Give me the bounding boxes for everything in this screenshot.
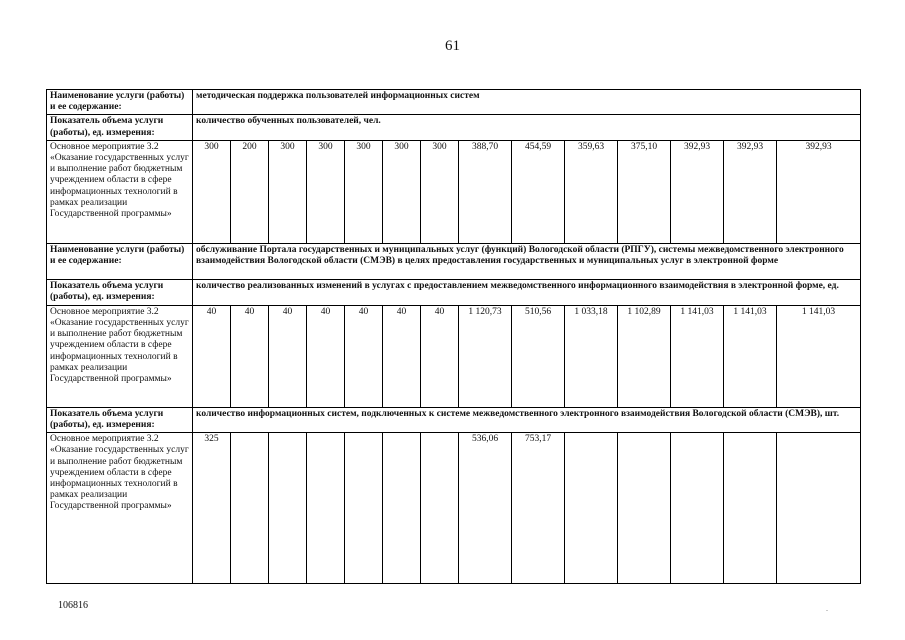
- indicator-row: [47, 115, 861, 140]
- value-cell: 40: [345, 305, 383, 407]
- value-cell: [618, 433, 671, 584]
- value-cell: [421, 433, 459, 584]
- value-cell: 375,10: [618, 140, 671, 243]
- indicator-label: Показатель объема услуги (работы), ед. измерения:: [47, 115, 193, 140]
- indicator-value: количество реализованных изменений в услугах с предоставлением межведомственного информационного взаимодействия в электронной форме, ед.: [193, 279, 861, 305]
- document-code: 106816: [58, 600, 88, 611]
- value-cell: 300: [269, 140, 307, 243]
- value-cell: [724, 433, 777, 584]
- service-row: [47, 90, 861, 115]
- value-cell: [345, 433, 383, 584]
- value-cell: 300: [307, 140, 345, 243]
- value-cell: [777, 433, 861, 584]
- value-cell: [671, 433, 724, 584]
- value-cell: 359,63: [565, 140, 618, 243]
- value-cell: 40: [383, 305, 421, 407]
- value-cell: [269, 433, 307, 584]
- service-name-value: методическая поддержка пользователей информационных систем: [193, 90, 861, 115]
- activity-description: Основное мероприятие 3.2 «Оказание государственных услуг и выполнение работ бюджетным учреждением области в сфере информационных технологий в рамках реализации Государственной программы»: [47, 433, 193, 584]
- value-cell: [383, 433, 421, 584]
- value-cell: 40: [421, 305, 459, 407]
- values-row: [47, 433, 861, 584]
- value-cell: 40: [193, 305, 231, 407]
- value-cell: 392,93: [724, 140, 777, 243]
- service-row: [47, 243, 861, 279]
- value-cell: 388,70: [459, 140, 512, 243]
- value-cell: 1 141,03: [724, 305, 777, 407]
- value-cell: 510,56: [512, 305, 565, 407]
- value-cell: 200: [231, 140, 269, 243]
- indicator-value: количество информационных систем, подключенных к системе межведомственного электронного взаимодействия Вологодской области (СМЭВ), шт.: [193, 407, 861, 432]
- value-cell: 300: [383, 140, 421, 243]
- value-cell: 325: [193, 433, 231, 584]
- value-cell: 1 120,73: [459, 305, 512, 407]
- indicator-label: Показатель объема услуги (работы), ед. измерения:: [47, 279, 193, 305]
- value-cell: 753,17: [512, 433, 565, 584]
- value-cell: 40: [231, 305, 269, 407]
- indicator-value: количество обученных пользователей, чел.: [193, 115, 861, 140]
- indicator-row: [47, 407, 861, 432]
- value-cell: 454,59: [512, 140, 565, 243]
- value-cell: 536,06: [459, 433, 512, 584]
- service-name-value: обслуживание Портала государственных и муниципальных услуг (функций) Вологодской области (РПГУ), системы межведомственного электронного взаимодействия Вологодской области (СМЭВ) в целях предоставления государственных и муниципальных услуг в электронной форме: [193, 243, 861, 279]
- value-cell: 40: [307, 305, 345, 407]
- value-cell: [307, 433, 345, 584]
- value-cell: 1 033,18: [565, 305, 618, 407]
- service-name-label: Наименование услуги (работы) и ее содержание:: [47, 243, 193, 279]
- value-cell: 1 141,03: [671, 305, 724, 407]
- value-cell: 300: [421, 140, 459, 243]
- activity-description: Основное мероприятие 3.2 «Оказание государственных услуг и выполнение работ бюджетным учреждением области в сфере информационных технологий в рамках реализации Государственной программы»: [47, 305, 193, 407]
- value-cell: 300: [193, 140, 231, 243]
- value-cell: [565, 433, 618, 584]
- value-cell: 1 141,03: [777, 305, 861, 407]
- values-row: [47, 305, 861, 407]
- value-cell: 40: [269, 305, 307, 407]
- value-cell: 392,93: [777, 140, 861, 243]
- values-row: [47, 140, 861, 243]
- services-table: [46, 89, 861, 584]
- service-name-label: Наименование услуги (работы) и ее содержание:: [47, 90, 193, 115]
- activity-description: Основное мероприятие 3.2 «Оказание государственных услуг и выполнение работ бюджетным учреждением области в сфере информационных технологий в рамках реализации Государственной программы»: [47, 140, 193, 243]
- corner-mark: .: [826, 604, 828, 613]
- value-cell: 392,93: [671, 140, 724, 243]
- page-number: 61: [445, 38, 460, 54]
- value-cell: 300: [345, 140, 383, 243]
- indicator-label: Показатель объема услуги (работы), ед. измерения:: [47, 407, 193, 432]
- indicator-row: [47, 279, 861, 305]
- value-cell: 1 102,89: [618, 305, 671, 407]
- value-cell: [231, 433, 269, 584]
